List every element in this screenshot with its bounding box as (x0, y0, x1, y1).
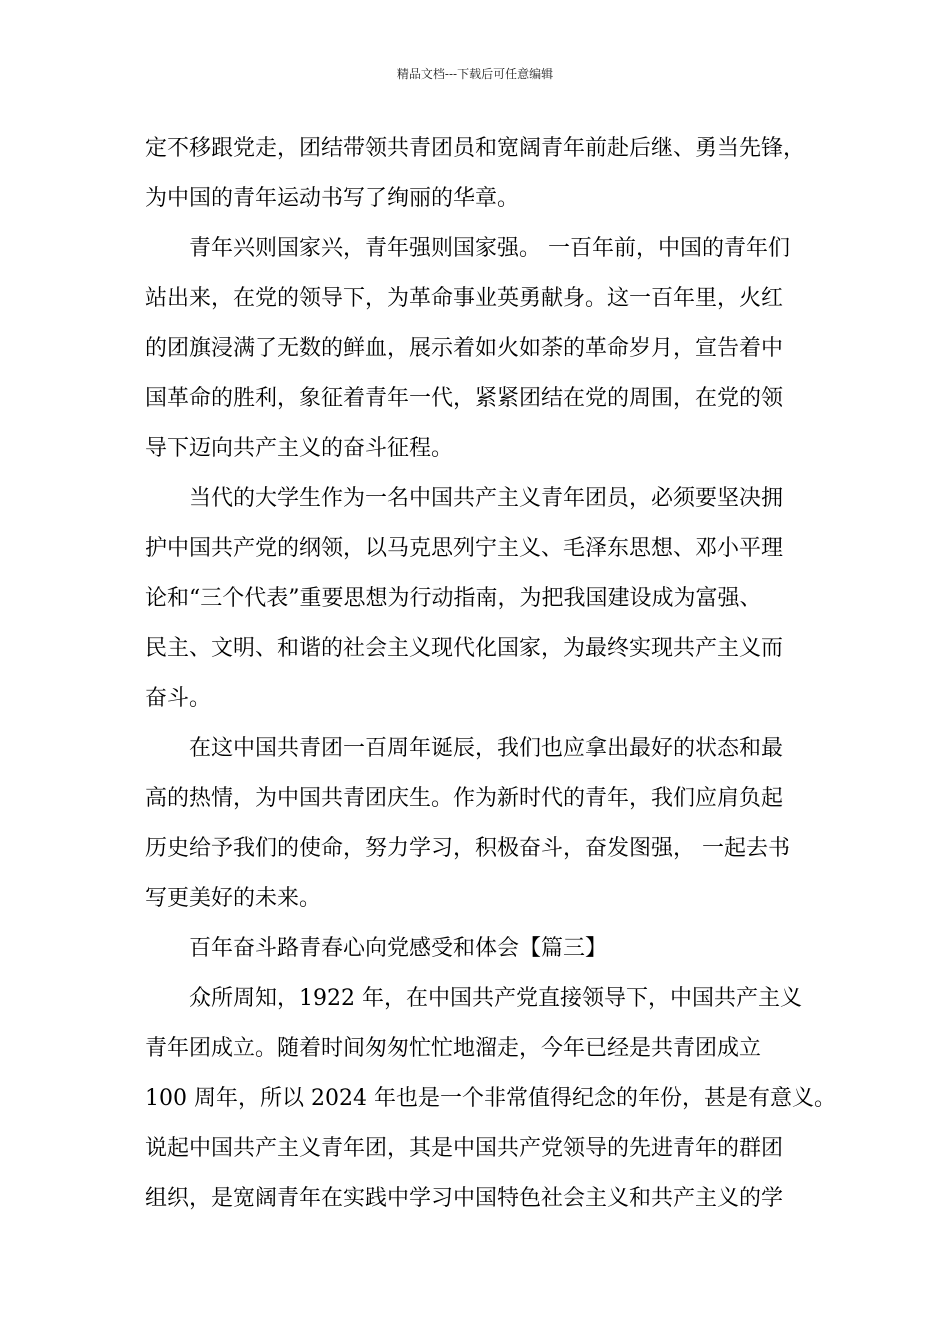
text-line: 100 周年，所以 2024 年也是一个非常值得纪念的年份，甚是有意义。 (145, 1086, 836, 1111)
text-line: 导下迈向共产主义的奋斗征程。 (145, 436, 454, 461)
text-line: 的团旗浸满了无数的鲜血，展示着如火如荼的革命岁月，宣告着中 (145, 336, 784, 361)
text-line: 青年团成立。随着时间匆匆忙忙地溜走，今年已经是共青团成立 (145, 1036, 762, 1061)
page-header: 精品文档---下载后可任意编辑 (396, 67, 554, 81)
text-line: 为中国的青年运动书写了绚丽的华章。 (145, 186, 520, 211)
paragraph-start-line: 青年兴则国家兴，青年强则国家强。 一百年前，中国的青年们 (189, 236, 790, 261)
document-body (145, 124, 835, 1224)
paragraph-start-line: 当代的大学生作为一名中国共产主义青年团员，必须要坚决拥 (189, 486, 784, 511)
text-line: 护中国共产党的纲领，以马克思列宁主义、毛泽东思想、邓小平理 (145, 536, 784, 561)
text-line: 站出来，在党的领导下，为革命事业英勇献身。这一百年里，火红 (145, 286, 784, 311)
text-line: 奋斗。 (145, 686, 212, 711)
text-line: 高的热情，为中国共青团庆生。作为新时代的青年，我们应肩负起 (145, 786, 784, 811)
paragraph-start-line: 在这中国共青团一百周年诞辰，我们也应拿出最好的状态和最 (189, 736, 784, 761)
paragraph-start-line: 众所周知，1922 年，在中国共产党直接领导下，中国共产主义 (189, 986, 802, 1011)
text-line: 民主、文明、和谐的社会主义现代化国家，为最终实现共产主义而 (145, 636, 784, 661)
text-line: 定不移跟党走，团结带领共青团员和宽阔青年前赴后继、勇当先锋， (145, 136, 806, 161)
text-line: 组织，是宽阔青年在实践中学习中国特色社会主义和共产主义的学 (145, 1186, 784, 1211)
text-line: 说起中国共产主义青年团，其是中国共产党领导的先进青年的群团 (145, 1136, 784, 1161)
text-line: 写更美好的未来。 (145, 886, 322, 911)
text-line: 历史给予我们的使命，努力学习，积极奋斗，奋发图强， 一起去书 (145, 836, 790, 861)
section-heading: 百年奋斗路青春心向党感受和体会【篇三】 (189, 936, 608, 961)
text-line: 论和“三个代表”重要思想为行动指南，为把我国建设成为富强、 (145, 586, 762, 611)
text-line: 国革命的胜利，象征着青年一代，紧紧团结在党的周围，在党的领 (145, 386, 784, 411)
